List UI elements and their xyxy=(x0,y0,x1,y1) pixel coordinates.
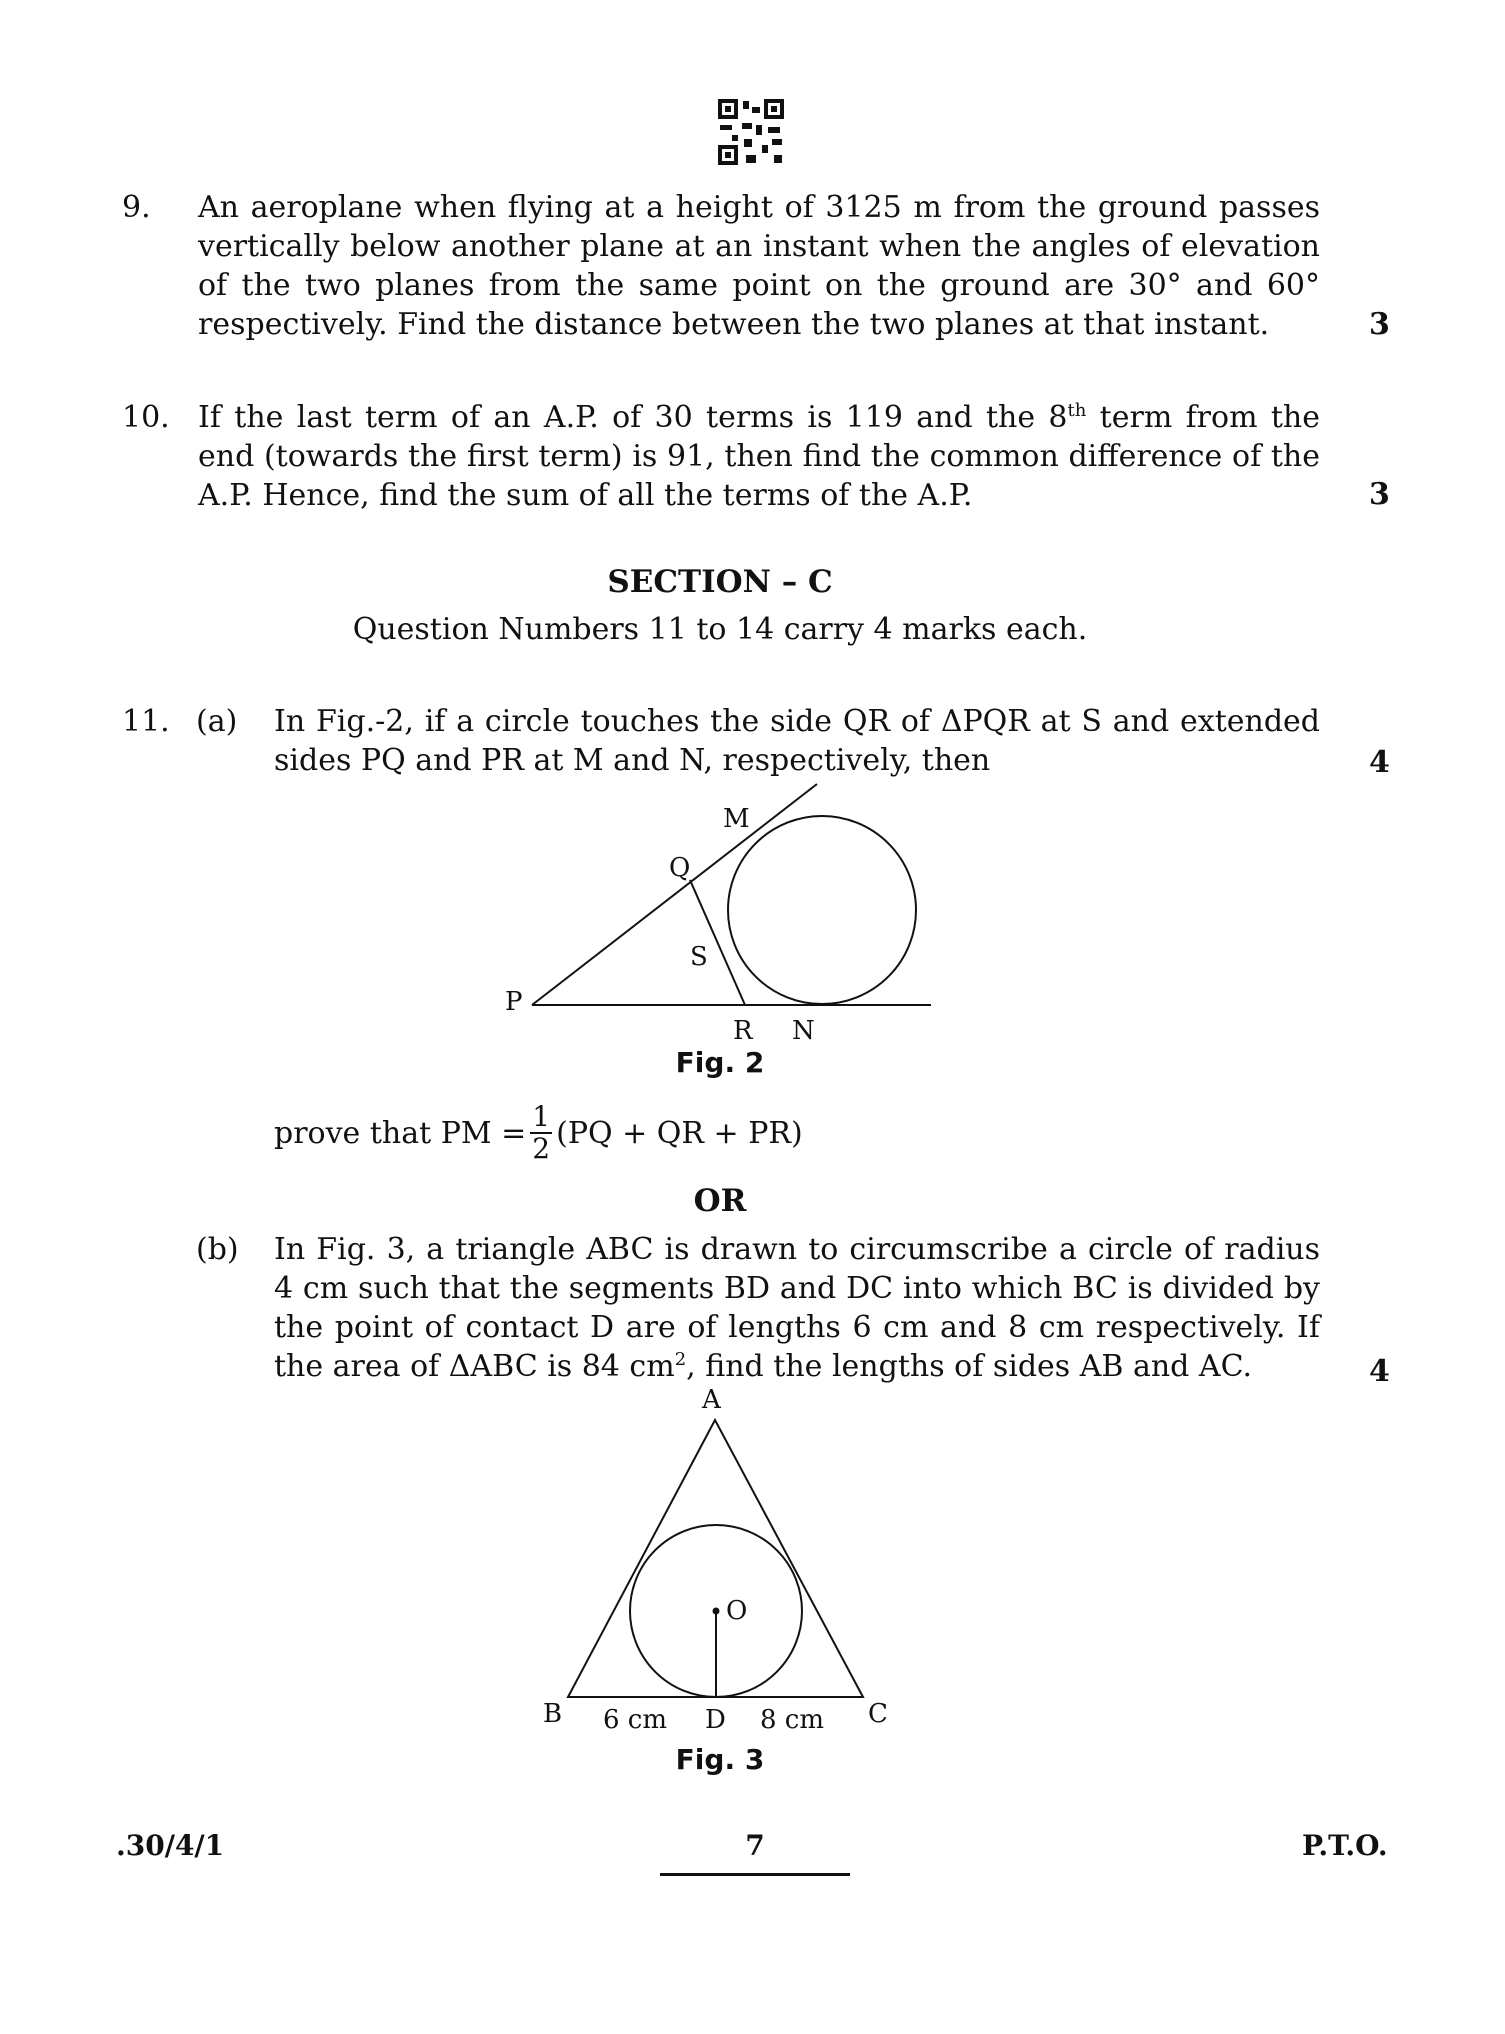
question-marks: 3 xyxy=(1369,307,1390,342)
question-number: 10. xyxy=(122,400,170,435)
question-marks: 4 xyxy=(1369,1354,1390,1389)
label-q: Q xyxy=(669,853,691,883)
superscript: th xyxy=(1067,400,1087,421)
page-number: 7 xyxy=(745,1829,765,1862)
label-bd-length: 6 cm xyxy=(603,1705,668,1735)
label-c: C xyxy=(868,1699,888,1729)
label-n: N xyxy=(792,1016,815,1046)
prove-statement: prove that PM = $\frac{1}{2}$ (PQ + QR + PR) xyxy=(274,1100,803,1165)
question-marks: 4 xyxy=(1369,745,1390,780)
figure-3 xyxy=(530,1385,950,1745)
page-number-underline xyxy=(660,1873,850,1876)
label-dc-length: 8 cm xyxy=(760,1705,825,1735)
question-text: An aeroplane when flying at a height of 3125 m from the ground passes vertically below another plane at an instant when the angles of elevation of the two planes from the same point on the ground are 30° and 60° respectively. Find the distance between the two planes at that instant. xyxy=(198,190,1320,342)
section-title: SECTION – C xyxy=(607,564,833,600)
question-text: In Fig.-2, if a circle touches the side QR of ΔPQR at S and extended sides PQ and PR at M and N, respectively, then xyxy=(274,704,1320,778)
label-o: O xyxy=(726,1596,748,1626)
pto-label: P.T.O. xyxy=(1302,1829,1388,1862)
or-label: OR xyxy=(693,1183,747,1219)
figure-caption: Fig. 3 xyxy=(675,1743,765,1776)
question-number: 11. xyxy=(122,704,170,739)
label-r: R xyxy=(733,1016,753,1046)
label-p: P xyxy=(505,987,523,1017)
section-subtitle: Question Numbers 11 to 14 carry 4 marks each. xyxy=(352,612,1088,647)
label-m: M xyxy=(723,804,750,834)
label-s: S xyxy=(690,942,708,972)
figure-2 xyxy=(495,780,945,1050)
question-text: In Fig. 3, a triangle ABC is drawn to circumscribe a circle of radius 4 cm such that the segments BD and DC into which BC is divided by the point of contact D are of lengths 6 cm and 8 cm respectively. If the area of ΔABC is 84 $cm^2$, find the lengths of sides AB and AC. xyxy=(274,1232,1320,1384)
paper-code: .30/4/1 xyxy=(116,1829,225,1862)
label-d: D xyxy=(705,1705,726,1735)
line-pm-extended xyxy=(532,784,817,1005)
question-marks: 3 xyxy=(1369,477,1390,512)
label-a: A xyxy=(702,1385,721,1415)
question-text: If the last term of an A.P. of 30 terms is 119 and the 8th term from the end (towards the first term) is 91, then find the common difference of the A.P. Hence, find the sum of all the terms of the A.P. xyxy=(198,400,1320,513)
question-number: 9. xyxy=(122,190,151,225)
part-label: (b) xyxy=(196,1232,239,1267)
figure-caption: Fig. 2 xyxy=(675,1046,765,1079)
fraction-one-half: $\frac{1}{2}$ xyxy=(532,1100,551,1165)
part-label: (a) xyxy=(196,704,238,739)
qr-code xyxy=(718,99,784,165)
center-point xyxy=(713,1608,720,1615)
incircle xyxy=(728,816,916,1004)
superscript: 2 xyxy=(674,1349,687,1370)
label-b: B xyxy=(543,1699,563,1729)
